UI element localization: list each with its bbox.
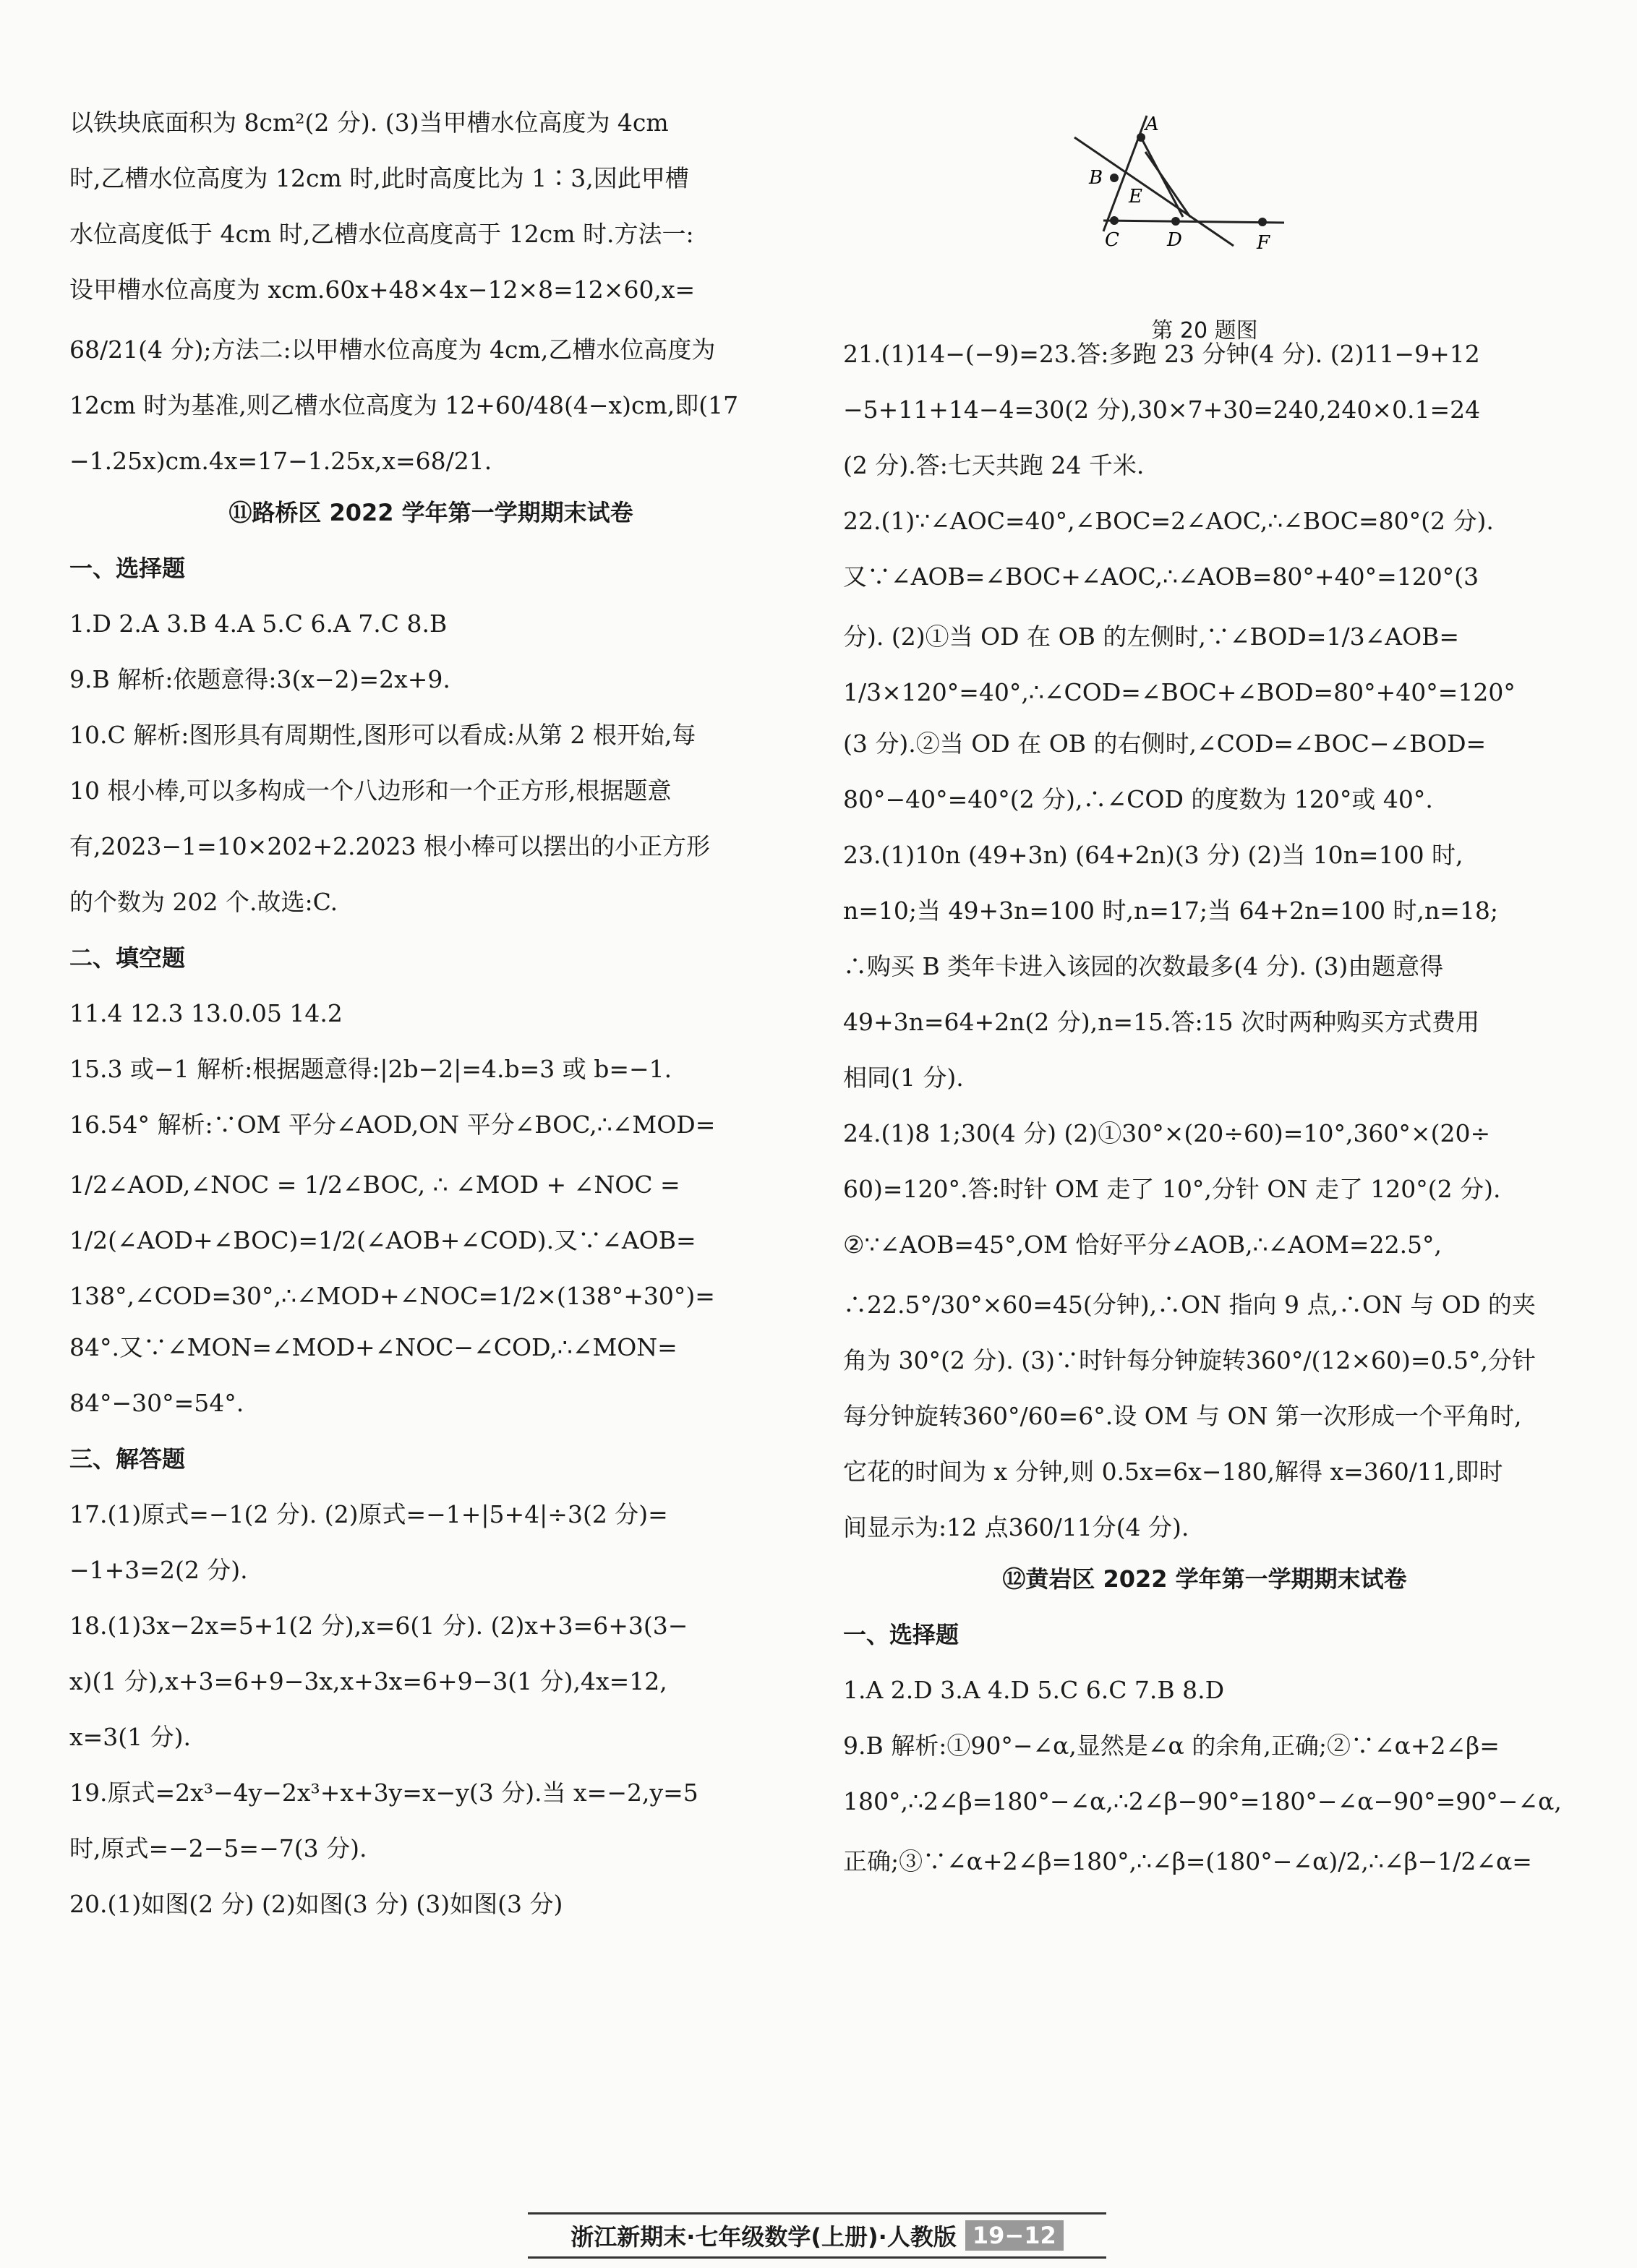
answer-16: 138°,∠COD=30°,∴∠MOD+∠NOC=1/2×(138°+30°)= — [69, 1282, 715, 1310]
segment-ad — [1141, 137, 1183, 217]
section-heading: 二、填空题 — [69, 944, 186, 972]
exam-title: ⑫黄岩区 2022 学年第一学期期末试卷 — [1002, 1565, 1407, 1593]
answer-9: 180°,∴2∠β=180°−∠α,∴2∠β−90°=180°−∠α−90°=90°−∠α, — [843, 1787, 1562, 1815]
point-b — [1110, 174, 1119, 182]
answers-1-8: 1.A 2.D 3.A 4.D 5.C 6.C 7.B 8.D — [843, 1676, 1225, 1704]
answer-24: 角为 30°(2 分). (3)∵时针每分钟旋转360°/(12×60)=0.5°,分针 — [843, 1346, 1536, 1374]
point-c — [1110, 216, 1119, 225]
figure-20 — [843, 108, 1566, 343]
answer-23: 相同(1 分). — [843, 1064, 964, 1092]
answer-17: 17.(1)原式=−1(2 分). (2)原式=−1+|5+4|÷3(2 分)= — [69, 1500, 668, 1528]
answer-16: 1/2∠AOD,∠NOC = 1/2∠BOC, ∴ ∠MOD + ∠NOC = — [69, 1171, 680, 1199]
answer-24: ∴22.5°/30°×60=45(分钟),∴ON 指向 9 点,∴ON 与 OD 的夹 — [843, 1291, 1536, 1319]
left-column — [69, 108, 792, 1946]
point-f — [1258, 218, 1267, 226]
text-line: 水位高度低于 4cm 时,乙槽水位高度高于 12cm 时.方法一: — [69, 220, 694, 248]
answer-10: 有,2023−1=10×202+2.2023 根小棒可以摆出的小正方形 — [69, 832, 711, 860]
text-line: 时,乙槽水位高度为 12cm 时,此时高度比为 1∶3,因此甲槽 — [69, 164, 689, 192]
answers-11-14: 11.4 12.3 13.0.05 14.2 — [69, 999, 343, 1027]
answer-16: 16.54° 解析:∵OM 平分∠AOD,ON 平分∠BOC,∴∠MOD= — [69, 1111, 716, 1139]
line-bd — [1074, 137, 1234, 246]
answer-22: 又∵∠AOB=∠BOC+∠AOC,∴∠AOB=80°+40°=120°(3 — [843, 562, 1479, 591]
answer-19: 19.原式=2x³−4y−2x³+x+3y=x−y(3 分).当 x=−2,y=5 — [69, 1779, 698, 1807]
page-number: 19−12 — [965, 2220, 1064, 2251]
answer-22: 22.(1)∵∠AOC=40°,∠BOC=2∠AOC,∴∠BOC=80°(2 分). — [843, 507, 1494, 535]
answer-9: 正确;③∵∠α+2∠β=180°,∴∠β=(180°−∠α)/2,∴∠β−1/2∠α= — [843, 1847, 1532, 1875]
label-a: A — [1145, 114, 1159, 135]
answer-10: 10 根小棒,可以多构成一个八边形和一个正方形,根据题意 — [69, 776, 672, 805]
footer-title: 浙江新期末·七年级数学(上册)·人教版 — [570, 2223, 957, 2251]
text-line: 设甲槽水位高度为 xcm.60x+48×4x−12×8=12×60,x= — [69, 275, 696, 304]
exam-title: ⑪路桥区 2022 学年第一学期期末试卷 — [228, 499, 633, 526]
answer-20: 20.(1)如图(2 分) (2)如图(3 分) (3)如图(3 分) — [69, 1890, 563, 1918]
text-line: 68/21(4 分);方法二:以甲槽水位高度为 4cm,乙槽水位高度为 — [69, 335, 716, 364]
answer-23: ∴购买 B 类年卡进入该园的次数最多(4 分). (3)由题意得 — [843, 952, 1444, 980]
answer-9: 9.B 解析:依题意得:3(x−2)=2x+9. — [69, 665, 450, 693]
point-a — [1137, 133, 1145, 142]
section-heading: 一、选择题 — [843, 1621, 959, 1648]
answer-16: 84°.又∵∠MON=∠MOD+∠NOC−∠COD,∴∠MON= — [69, 1333, 678, 1361]
label-e: E — [1129, 186, 1142, 207]
answer-21: 21.(1)14−(−9)=23.答:多跑 23 分钟(4 分). (2)11−9+12 — [843, 340, 1480, 368]
text-line: 以铁块底面积为 8cm²(2 分). (3)当甲槽水位高度为 4cm — [69, 108, 669, 137]
label-c: C — [1105, 229, 1119, 251]
ray-ad — [1145, 152, 1190, 217]
label-f: F — [1257, 232, 1270, 253]
answers-1-8: 1.D 2.A 3.B 4.A 5.C 6.A 7.C 8.B — [69, 609, 448, 638]
answer-17: −1+3=2(2 分). — [69, 1556, 248, 1584]
answer-18: x)(1 分),x+3=6+9−3x,x+3x=6+9−3(1 分),4x=12, — [69, 1667, 667, 1695]
text-line: 12cm 时为基准,则乙槽水位高度为 12+60/48(4−x)cm,即(17 — [69, 391, 739, 419]
answer-9: 9.B 解析:①90°−∠α,显然是∠α 的余角,正确;②∵∠α+2∠β= — [843, 1732, 1500, 1760]
answer-23: n=10;当 49+3n=100 时,n=17;当 64+2n=100 时,n=18; — [843, 896, 1499, 925]
answer-21: (2 分).答:七天共跑 24 千米. — [843, 451, 1145, 479]
answer-22: 1/3×120°=40°,∴∠COD=∠BOC+∠BOD=80°+40°=120° — [843, 678, 1516, 706]
figure-caption: 第 20 题图 — [1151, 318, 1258, 343]
point-d — [1171, 217, 1180, 226]
answer-23: 23.(1)10n (49+3n) (64+2n)(3 分) (2)当 10n=100 时, — [843, 841, 1463, 869]
answer-16: 84°−30°=54°. — [69, 1389, 244, 1417]
section-heading: 一、选择题 — [69, 555, 186, 582]
answer-24: 间显示为:12 点360/11分(4 分). — [843, 1513, 1189, 1541]
answer-24: ②∵∠AOB=45°,OM 恰好平分∠AOB,∴∠AOM=22.5°, — [843, 1231, 1442, 1259]
line-ac — [1103, 116, 1147, 231]
answer-21: −5+11+14−4=30(2 分),30×7+30=240,240×0.1=24 — [843, 395, 1481, 424]
answer-22: 80°−40°=40°(2 分),∴∠COD 的度数为 120°或 40°. — [843, 785, 1433, 813]
answer-24: 60)=120°.答:时针 OM 走了 10°,分针 ON 走了 120°(2 分). — [843, 1175, 1501, 1203]
answer-22: 分). (2)①当 OD 在 OB 的左侧时,∵∠BOD=1/3∠AOB= — [843, 622, 1460, 651]
right-column — [843, 108, 1566, 1899]
answer-18: x=3(1 分). — [69, 1723, 191, 1751]
answer-24: 24.(1)8 1;30(4 分) (2)①30°×(20÷60)=10°,360°×(20÷ — [843, 1119, 1491, 1147]
label-d: D — [1167, 229, 1182, 251]
answer-23: 49+3n=64+2n(2 分),n=15.答:15 次时两种购买方式费用 — [843, 1008, 1480, 1036]
line-cf — [1103, 221, 1284, 223]
text-line: −1.25x)cm.4x=17−1.25x,x=68/21. — [69, 447, 492, 475]
answer-24: 每分钟旋转360°/60=6°.设 OM 与 ON 第一次形成一个平角时, — [843, 1402, 1522, 1430]
answer-22: (3 分).②当 OD 在 OB 的右侧时,∠COD=∠BOC−∠BOD= — [843, 729, 1487, 758]
page-footer — [528, 2212, 1106, 2259]
answer-10: 的个数为 202 个.故选:C. — [69, 888, 338, 916]
answer-15: 15.3 或−1 解析:根据题意得:|2b−2|=4.b=3 或 b=−1. — [69, 1055, 672, 1083]
answer-10: 10.C 解析:图形具有周期性,图形可以看成:从第 2 根开始,每 — [69, 721, 696, 749]
answer-16: 1/2(∠AOD+∠BOC)=1/2(∠AOB+∠COD).又∵∠AOB= — [69, 1226, 696, 1254]
answer-18: 18.(1)3x−2x=5+1(2 分),x=6(1 分). (2)x+3=6+3(3− — [69, 1612, 688, 1640]
answer-24: 它花的时间为 x 分钟,则 0.5x=6x−180,解得 x=360/11,即时 — [843, 1458, 1503, 1486]
geometry-diagram — [1060, 108, 1306, 253]
section-heading: 三、解答题 — [69, 1445, 186, 1473]
label-b: B — [1089, 167, 1103, 189]
answer-19: 时,原式=−2−5=−7(3 分). — [69, 1834, 367, 1862]
